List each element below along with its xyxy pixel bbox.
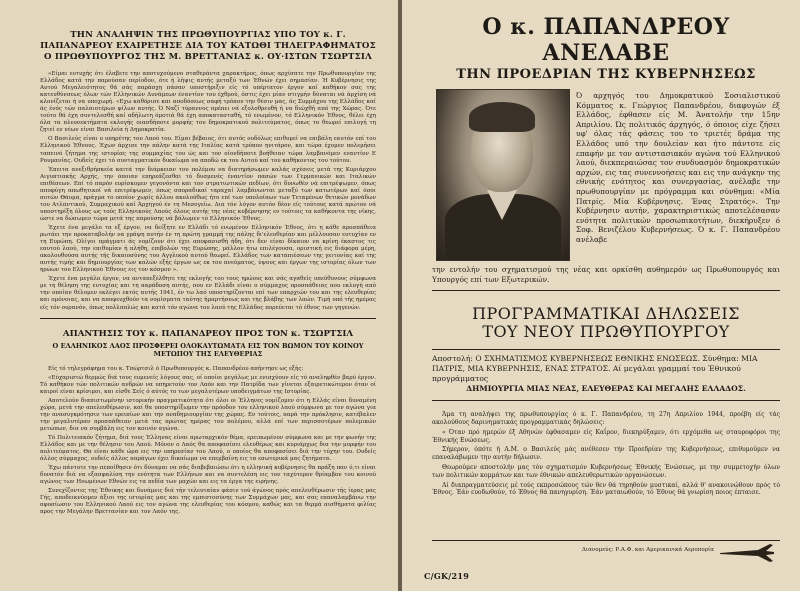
divider bbox=[432, 400, 780, 401]
paragraph: Αί διαπραγματεύσεις μέ τούς εκπροσώπους τών θεν θά τηρηθούν μυστικαί, αλλά θ' ανακοινώθουν πρός τό Έθνος. Έάν ευοδωθούν, τό Έθνος θά πανηγυρίση. Έάν ματαιωθούν, τό Έθνος θά γνωρίση ποιος έπταισε. bbox=[432, 481, 780, 497]
paragraph: Έχω πάντοτε την πεποίθησιν ότι δύναμαι να σάς διαβεβαιώσω ότι η ελληνική κυβέρνησις θα πράξη παν ό,τι είναι δυνατόν διά να εξασφαλίση την ενότητα των Ελλήνων και να συντελέση εις τον ταχύτερον θρίαμβον του κοινού αγώνος των Ηνωμένων Εθνών εις τα πεδία των μαχών και εις τα έργα της ειρήνης. bbox=[40, 465, 376, 486]
declaration-text bbox=[432, 411, 780, 497]
paragraph: Έπειτα ανεξιθρήσκεία καιτά την διάρκειαν του πολέμου να διατηρήσωμεν καλάς σχέσεις μετά της Κυριάρχου Αιγυπτιακής Αρχής, την όποιαν επηρεάζεσθαι τό δυσμενές έναντίον πασών των Γερμανικών και Ιταλικών επιθέσεων. Επί τό παρόν ευρίσκομεν γεγονόντα και τον στρατιωτικών πεδίων, ότι δυνωθέν νά επιτρέψωμεν, όπως αποφύγη απωθητικοί νά επιτρέψωμεν, όπως σποραδικαί ταραχαί λαμβάνωνται μεταξύ των κατωτέρων καί όσοι αυτών Θάυμα, πράγμα το οποίον χωρίς άλλου ακολούθως ήτο επί των υπολοίπων των Τεταμένων θετικών μονάδων του Ατλαντικού, Συμμαχικού καί Άρχηγού έν τη Μεσογείω. Δια τόν λόγον αυτόν δέον είς τούτους κατά πρώτον νά υποστηρίξη όλους ως τούς Ελληνικούς Λαούς όλους αυτής της νέας κυβέρνησης εν τούτοις τα καθήκοντα της νίκης, ώστε να δώσωμεν τώρα μετά της παρούσης νά βάλωμεν τό Ελληνικόν Έθνος. bbox=[40, 166, 376, 222]
paragraph: «Εύχαριστώ θερμώς διά τους ευμενείς λόγους σας, οί οποίοι μεγάλως με ενισχύουν είς τό αναληφθέν βαρύ έργον. Τό καθήκον τών πολιτικών ανδρών να υπηρετούν τον Λαόν και την Πατρίδα των γίνεται εξαιρετικώτερον όταν οί καιροί είναι κρίσιμοι, και είσθε Σείς ό αύτός το των μεγαλυτέρων υποδειγμάτων της Ιστορίας. bbox=[40, 374, 376, 395]
paragraph: Θεωρούμεν αποστολήν μας τόν σχηματισμόν Κυβερνήσεως Έθνικής Ένώσεως, με την συμμετοχήν όλων των πολιτικών κομμάτων και των έθνικών απελευθερωτικών οργανώσεων. bbox=[432, 463, 780, 479]
right-page bbox=[402, 0, 800, 591]
program-subheading: ΤΟΥ ΝΕΟΥ ΠΡΩΘΥΠΟΥΡΓΟΥ bbox=[482, 322, 730, 342]
main-title: Ο κ. ΠΑΠΑΝΔΡΕΟΥ ΑΝΕΛΑΒΕ bbox=[482, 14, 730, 66]
paragraph: Συνεχίζοντες της Έθνικης και δυνάμεις διά τήν τελευταίαν φάσιν τού άγώνος πρός απελευθέρωσιν τής ίερας μας Γής, αποδεικνύομεν άξιοι της ιστορίας μας και της εμπιστοσύνης των Συμμάχων μας, και σας επαναλαμβάνω την αφοσίωσιν του Ελληνικού Λαού εις τον αγώνα της ελευθερίας του κόσμου, καθώς και τα θερμά αισθήματα φιλίας προς την Μεγάλην Βρεττανίαν και τον Λαόν της. bbox=[40, 488, 376, 516]
reply-heading: ΑΠΑΝΤΗΣΙΣ ΤΟΥ κ. ΠΑΠΑΝΔΡΕΟΥ ΠΡΟΣ ΤΟΝ κ. ΤΣΩΡΤΣΙΛ bbox=[62, 328, 354, 339]
paragraph: Ο Βασιλεύς είναι ο υπηρέτης του Λαού του. Είμαι βέβαιος, ότι αυτός ουδόλως επιθυμεί να επιβάλη εαυτόν επί του Ελληνικού Έθνους. Έχων άρχισε την πάλην κατά της Ιταλίας κατά τρόπον ηνιτάρον, και τώρα έχομεν πολεμήσει ταπεινό ζήτημα της ιστορίας της συμμαχίας του ώς και τον οίονδήποτε βοήθειαν τώρα λαμβανόμεν εναντίον Ε Ρουμανίας. Ουδείς έχει τό συνταγματικόν δικαίωμα να αποδώ εκ του Αυτού καί του καθήκοντος του τούτου. bbox=[40, 136, 376, 164]
distribution-note: Διανομεύς: Ρ.Α.Φ. και Αμερικανικά Αεροπορία bbox=[581, 547, 714, 553]
paragraph: Σήμερον, όπότε ή Α.Μ. ο Βασιλεύς μάς ανέθεσεν τήν Προεδρίαν της Κυβερνήσεως, επιθυμούμεν να επαναλάβωμεν την αυτήν δήλωσιν. bbox=[432, 446, 780, 462]
paragraph: Αποτελούν διαπιστωμένην ιστορικήν πραγματικότητα ότι όλοι οι Έλληνες νομίζομεν ότι η Ελλάς είναι δυναμένη χώρα, μετά την απελευθέρωσιν, καί θα υποστηρίξωμεν την πρόοδον του ελληνικού λαού σύμφωνα με τον αγώνα για την ανασυγκρότησιν των ερειπίων και την αναδημιουργίαν της χώρας. Εν τούτοις, παρά την πρόκλησιν, κατέβαλεν την μεγαλυτέραν προσπάθειαν μετά τας πρώτας ημέρας του πολέμου, αλλά επί των περισσοτέρων πολεμικών μετώπων, δια να συμβάλη εις τον κοινόν αγώνα. bbox=[40, 397, 376, 432]
paragraph: Έχετε ένα μεγάλο έργον, να ανταπεξέλθητε της εκλογής του τους ηρώους και σάς αγαθείς υπεύθυνους σύμφωνα με τη θέληση της ευτυχίας και τη παράδοση αυτής, που εν Ελλάδι είναι ο σύμμαχος προσπάθειας που εκλογή από την οποίαν θέλομεν εκλέγει εκτός αυτής 1941, έν τω λαό υποστηρίζονται επί των επαρχιών του και της ελευθερίας και ομόνοιας, και να αποφευχθούν τα νομίσματα ταύτης ήμαρτήσεως και της βλάβης των λαών. Τιμή υπό τής ημέρας είς τόν ουρανόν, όπως πολλαπλώς και κατά τόν αγώνα του λαού της Ελλάδος πορεύεται τό έθνος των γηγενών. bbox=[40, 276, 376, 311]
portrait-photo bbox=[436, 89, 570, 261]
footer bbox=[432, 540, 780, 559]
mission-box bbox=[432, 349, 780, 394]
churchill-telegram-text bbox=[40, 71, 376, 312]
airplane-icon bbox=[718, 541, 776, 563]
main-subtitle: ΤΗΝ ΠΡΟΕΔΡΙΑΝ ΤΗΣ ΚΥΒΕΡΝΗΣΕΩΣ bbox=[456, 67, 756, 82]
churchill-telegram-heading: ΤΗΝ ΑΝΑΛΗΨΙΝ ΤΗΣ ΠΡΩΘΥΠΟΥΡΓΙΑΣ ΥΠΟ ΤΟΥ κ. Γ. ΠΑΠΑΝΔΡΕΟΥ ΕΧΑΙΡΕΤΗΣΕ ΔΙΑ ΤΟΥ ΚΑΤΩΘΙ ΤΗΛΕΓΡΑΦΗΜΑΤΟΣ Ο ΠΡΩΘΥΠΟΥΡΓΟΣ ΤΗΣ Μ. ΒΡΕΤΤΑΝΙΑΣ κ. ΟΥ·ΙΣΤΩΝ ΤΣΩΡΤΣΙΛ bbox=[40, 30, 376, 62]
paragraph: Άμα τη αναλήψει της πρωθυπουργίας ό κ. Γ. Παπανδρέου, τη 27η Απριλίου 1944, προέβη είς τάς ακολούθους δαρινηματικάς προγραμματικάς δηλώσεις: bbox=[432, 411, 780, 426]
mission-line: Αποστολή: Ο ΣΧΗΜΑΤΙΣΜΟΣ ΚΥΒΕΡΝΗΣΕΩΣ ΕΘΝΙΚΗΣ ΕΝΩΣΕΩΣ. Σύνθημα: ΜΙΑ ΠΑΤΡΙΣ, ΜΙΑ ΚΥΒΕΡΝΗΣΙΣ, ΕΝΑΣ ΣΤΡΑΤΟΣ. Αί μεγάλαι γραμμαί του Έθνικού προγράμματος bbox=[432, 354, 758, 384]
reply-subheading: Ο ΕΛΛΗΝΙΚΟΣ ΛΑΟΣ ΠΡΟΣΦΕΡΕΙ ΟΛΟΚΑΥΤΩΜΑΤΑ ΕΙΣ ΤΟΝ ΒΩΜΟΝ ΤΟΥ ΚΟΙΝΟΥ ΜΕΤΩΠΟΥ ΤΗΣ ΕΛΕΥΘΕΡΙΑΣ bbox=[52, 341, 364, 358]
left-page bbox=[0, 0, 398, 591]
divider bbox=[40, 318, 376, 319]
intro-continuation: την εντολήν του σχηματισμού της νέας και ορκίσθη αυθημερόν ως Πρωθυπουργός και Υπουργός επί των Εξωτερικών. bbox=[432, 265, 780, 284]
paragraph: «Είμαι ευτυχής ότι έλαβετε την αποτυχούμενο σταθεράντα χαρακτήρος, όπως αρχίσατε την Πρωθυπουργίαν της Ελλάδος κατά την παρούσαν περίοδον, ότε ή λήψις αυτής μεταξύ των Έθνών έχει σημασίαν. Ή Κυβέρνησις της Αυτού Μεγαλειότητος θά σάς παράσχη πάσαν υποστήριξιν είς τό υπέρτατον έργον καί καθήκον σας της κατευθύνσεως όλων τών Ελληνικών Δυνάμεων έναντίον του έχθρού, όστις έχει μίαν στιγμήν δύναται νά άρχίση νά κλονίζεται ή να υποχωρή. «Εχω καθόρισε και αποδόσεως σαφή τρόπον την θέσιν μας, άς Συμμάχου της Ελλάδος καί άς ένός τών παλαιοτέρων φίλων αυτής. Ό Ναζί τύραννος πρέπει νά εξολοθρευθή ή να διώχθή από της Χώρας. Ότε τούτο θά έχη συντελεσθή καί αδήλωτη όμοτιά θά έχη αποκατασταθή, τό ενωμένον, τό Ελληνικόν Έθνος, θέλει έχη όλα τα πλεονεκτήματα εκλογής οιασδήποτε μορφής του δημοκρατικού πολιτεύματος, όπως το θεωρεί επιλογή τη ζητεί εν νέων είναι Βασιλεία ή Δημοκρατία. bbox=[40, 71, 376, 134]
paragraph: « Όταν πρό ημερών έξ Αθηνών έφθασαμεν είς Καΐρον, διεκηρύξαμεν, ότι ερχόμεθα ως σταυροφόροι της Έθνικής Ενώσεως. bbox=[432, 428, 780, 444]
program-heading: ΠΡΟΓΡΑΜΜΑΤΙΚΑΙ ΔΗΛΩΣΕΙΣ bbox=[472, 304, 740, 324]
mission-goal: ΔΗΜΙΟΥΡΓΙΑ ΜΙΑΣ ΝΕΑΣ, ΕΛΕΥΘΕΡΑΣ ΚΑΙ ΜΕΓΑΛΗΣ ΕΛΛΑΔΟΣ. bbox=[466, 384, 746, 394]
leaflet-code: C/GK/219 bbox=[424, 571, 470, 581]
paragraph: Τό Πολιτειακόν ζήτημα, διά τους Έλληνας είναι πρωταρχικόν θέμα, ερειπωμένον σύμφωνα και με την φωνήν της Ελλάδος και με την θέλησιν του Λαού. Μόνον ο Λαός θα αποφασίσει ελευθέρως και κυριάρχως δια την μορφήν του πολιτεύματος. Θα είναι κάθε ώρα εις την υπηρεσίαν του Λαού, ο οποίος θα αποφασίσει διά την τύχην του. Ουδείς άλλος σύμμαχος, ουδείς άλλος παράγων έχει δικαίωμα να επεμβαίνη εις τα εσωτερικά μας ζητήματα. bbox=[40, 434, 376, 463]
reply-text bbox=[40, 366, 376, 517]
intro-section bbox=[432, 89, 780, 267]
divider bbox=[432, 290, 780, 291]
intro-text: Ό αρχηγός του Δημοκρατικού Σοσιαλιστικού Κόμματος κ. Γεώργιος Παπανδρέου, διαφυγών έξ Ελλάδος, έφθασεν είς Μ. Άνατολήν την 15ην Απριλίου. Ώς πολιτικός άρχηγός, ό όποιος είχε ζήσει υφ' όλας τάς φάσεις του το τριετές δράμα της Ελλάδος υπό την δουλείαν και ήτο πάντοτε είς επαφήν με τον αντιστασιακόν αγώνα τού Ελληνικού λαού, διεκπεραιώσας τον συνδυασμόν δημοκρατικών αρχών, εις τας συνεννοήσεις και εις την ανάγκην της εθνικής ενότητος και συνεργασίας, ανέλαβε την πρωθυπουργίαν με πρόγραμμα και σύνθημα: «Μία Πατρίς. Μία Κυβέρνησις. Ένας Στρατός». Την Κυβέρνησιν αυτήν, χαρακτηριστικώς αποτελέσασαν ενότητα πολιτικών προσωπικοτήτων, διεκήρυξεν ό Σοφ. Βενιζέλου Κυβερνήσεως. Ό κ. Γ. Παπανδρέου ανέλαβε bbox=[576, 91, 780, 244]
paragraph: Έχετε ένα μεγάλο τα εξ έργον, να δείξητε εν Ελλάδι τό ενωμένον Ελληνικόν Έθνος, ότι η κάθε προσπάθεια ρωτάει την προκαταβολήν να γράψη αυτήν έν τη πρώτη γραμμή της πάλης δι'ελευθερίαν και μέλλουσαν ευτυχίαν εν τη Ευρώπη. Ολίγοι πράγματι άς νομίζουν ότι έχει αποφασισθή ήδη, ότι δεν είναι δίκαιον να κρίνη έκαστος τις εαυτού λαού, την επιθυμίαν ή πλήθη, επιβολών της Ευρώπης, μάλλον ήτω επιλέγουσα, οριστική εις διάφορα μέρη, ακολουθούσα αυτής τής δικαιοσύνης του Αγγλικού αυτού θεωρεί. Ελλάδος των καταπιέσεων της γειτονίας καί της αυτής τιμής και δημιουργίας των καλών εξής έργων ως εκ του πνεύματος, ύψους και έργων της ιστορίας όλων των ηρώων του Ελληνικού Έθνους εις τον κόσμον ». bbox=[40, 224, 376, 274]
paragraph: Είς τό τηλεγράφημα του κ. Τσώρτσιλ ό Πρωθυπουργός κ. Παπανδρέου απήντησε ως εξής: bbox=[48, 365, 304, 372]
